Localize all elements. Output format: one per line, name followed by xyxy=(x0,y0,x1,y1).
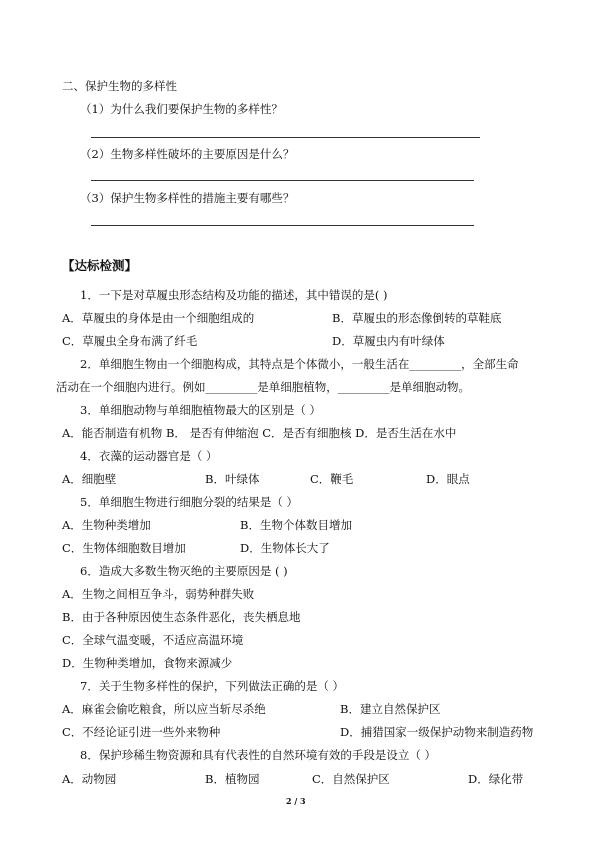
q7-option-d: D．捕猎国家一级保护动物来制造药物 xyxy=(340,725,534,739)
q7-stem: 7．关于生物多样性的保护，下列做法正确的是（ ） xyxy=(80,679,344,693)
q3-stem: 3．单细胞动物与单细胞植物最大的区别是（ ） xyxy=(80,403,321,417)
q5-option-d: D．生物体长大了 xyxy=(240,541,330,555)
q7-option-a: A．麻雀会偷吃粮食，所以应当斩尽杀绝 xyxy=(62,702,266,716)
q3-options: A．能否制造有机物 B． 是否有伸缩泡 C．是否有细胞核 D．是否生活在水中 xyxy=(62,426,457,440)
q4-stem: 4．衣藻的运动器官是（ ） xyxy=(80,449,218,463)
q6-option-c: C．全球气温变暖，不适应高温环境 xyxy=(62,633,244,647)
q8-stem: 8．保护珍稀生物资源和具有代表性的自然环境有效的手段是设立（ ） xyxy=(80,748,436,762)
q1-option-c: C．草履虫全身布满了纤毛 xyxy=(62,334,198,348)
q6-stem: 6．造成大多数生物灭绝的主要原因是 ( ) xyxy=(80,564,288,578)
q8-option-d: D．绿化带 xyxy=(468,772,524,786)
answer-line-3 xyxy=(91,225,474,226)
answer-line-1 xyxy=(91,137,480,138)
q7-option-c: C．不经论证引进一些外来物种 xyxy=(62,725,221,739)
page-number: 2 / 3 xyxy=(286,796,306,806)
q1-option-b: B．草履虫的形态像倒转的草鞋底 xyxy=(332,311,502,325)
test-heading: 【达标检测】 xyxy=(62,258,138,273)
question-1: （1）为什么我们要保护生物的多样性？ xyxy=(80,102,283,116)
q7-option-b: B．建立自然保护区 xyxy=(340,702,441,716)
q8-option-b: B．植物园 xyxy=(205,772,260,786)
q5-stem: 5．单细胞生物进行细胞分裂的结果是（ ） xyxy=(80,495,298,509)
q4-option-c: C．鞭毛 xyxy=(310,472,354,486)
q5-option-b: B．生物个体数目增加 xyxy=(240,518,352,532)
answer-line-2 xyxy=(91,180,474,181)
q1-option-a: A．草履虫的身体是由一个细胞组成的 xyxy=(62,311,255,325)
q4-option-a: A．细胞壁 xyxy=(62,472,117,486)
question-3: （3）保护生物多样性的措施主要有哪些？ xyxy=(80,191,295,205)
question-2: （2）生物多样性破坏的主要原因是什么？ xyxy=(80,147,295,161)
q6-option-d: D．生物种类增加，食物来源减少 xyxy=(62,656,233,670)
q6-option-a: A．生物之间相互争斗，弱势种群失败 xyxy=(62,587,255,601)
q4-option-d: D．眼点 xyxy=(426,472,470,486)
q1-stem: 1．一下是对草履虫形态结构及功能的描述，其中错误的是( ) xyxy=(80,288,388,302)
q5-option-a: A．生物种类增加 xyxy=(62,518,151,532)
q4-option-b: B．叶绿体 xyxy=(205,472,260,486)
q2-line-1: 2．单细胞生物由一个细胞构成，其特点是个体微小，一般生活在_________，全部生命 xyxy=(80,357,519,371)
q1-option-d: D．草履虫内有叶绿体 xyxy=(332,334,445,348)
q2-line-2: 活动在一个细胞内进行。例如_________是单细胞植物，_________是单细胞动物。 xyxy=(56,380,470,394)
q8-option-c: C．自然保护区 xyxy=(312,772,390,786)
q8-option-a: A．动物园 xyxy=(62,772,117,786)
q6-option-b: B．由于各种原因使生态条件恶化，丧失栖息地 xyxy=(62,610,301,624)
q5-option-c: C．生物体细胞数目增加 xyxy=(62,541,186,555)
section-title: 二、保护生物的多样性 xyxy=(62,79,177,93)
